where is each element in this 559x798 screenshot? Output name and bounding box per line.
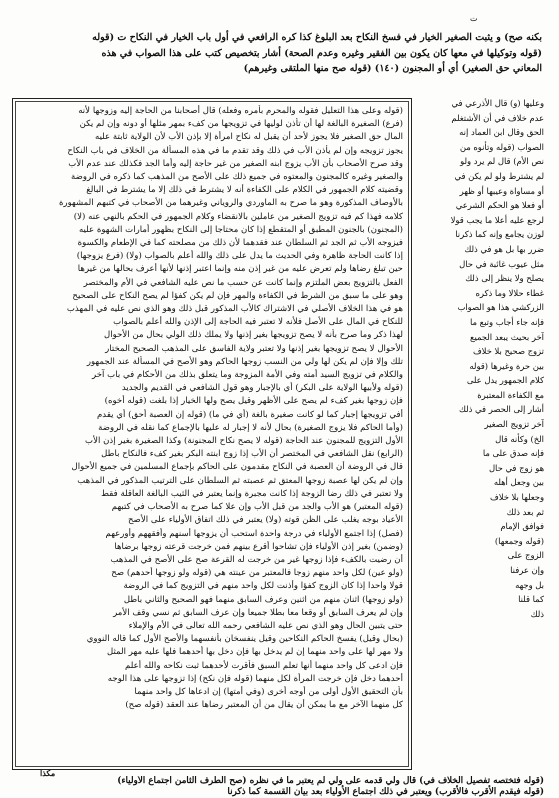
text-line: أحدهما دخل فإن خرجت المرأة لكل منهما (قوله فإن نكح) إذا تزوجها على هذا الوجه: [107, 673, 403, 684]
text-line: وعليها (و) قال الأذرعي في: [451, 98, 544, 108]
text-line: أن رضيت بالكفء فإذا زوجها غير من خرجت له القرعة صح على الأصح في المذهب: [110, 554, 403, 565]
text-line: وقد صرح الأصحاب بأن الأب يزوج ابنه الصغير من غير حاجة إليه وأما الجد فكذلك عند عدم الأب: [68, 158, 403, 169]
text-line: والصغير وغيره كالمجنون والمعتوه في جميع ذلك على الأصح من المذهب كما ذكره في الروضة: [71, 172, 403, 183]
text-line: فإن ادعى كل واحد منهما أنها تعلم السبق فأقرت لأحدهما ثبت نكاحه والله أعلم: [125, 660, 403, 671]
text-line: ثم بعد ذلك: [506, 506, 544, 517]
main-text-body: [21, 105, 403, 765]
header-line: (قوله وتوكيلها في معها كان يكون بين الفقير وغيره وعدم الصحة) أشار بتخصيص كتب على هذا الصواب في هذه: [101, 47, 542, 59]
text-line: آخر بحيث يبعد الجميع: [469, 331, 544, 342]
text-line: (قوله وعلى هذا التعليل فقوله والمحرم بأمره وفعله) قال أصحابنا من الحاجة إليه وزوجها لأنه: [78, 106, 403, 116]
text-line: فإنه صدق على ما: [482, 448, 544, 459]
text-line: قال في الروضة أن العصبة في النكاح مقدمون على الحاكم بإجماع المسلمين في جميع الأحوال: [71, 462, 403, 473]
text-line: الفعل بالتزويج بعض الملتزم وإنما كانت عن حسب ما نص عليه الشافعي في الأم والمختصر: [83, 277, 403, 288]
text-line: الخ) وكأنه قال: [495, 433, 544, 444]
text-line: ذلك: [530, 608, 544, 619]
text-line: وقضيته كلام الجمهور في الكلام على الكفاءة أنه لا يشترط في ذلك إلا ما يشترط في البالغ: [86, 185, 403, 196]
text-line: ولا مهر لها على واحد منهما إن لم يدخل بها فإن دخل بها أحدهما فلها عليه مهر المثل: [106, 647, 403, 658]
text-line: (بحال وقيل) يفسخ الحاكم النكاحين وقيل ينفسخان بأنفسهما والأصح الأول كما قاله النووي: [86, 634, 403, 645]
text-line: وإن عرفنا: [510, 565, 544, 575]
text-line: وإن لم يكن لها عصبة زوجها المعتق ثم عصبته ثم السلطان على الترتيب المذكور في المذهب: [77, 475, 403, 486]
text-line: (فرع) الصغيرة البالغة لها أن تأذن لوليها في تزويجها من كفء بمهر مثلها أو دونه وإن لم يكن: [79, 119, 403, 130]
margin-commentary: [416, 96, 544, 656]
text-line: أفي تزويجها إجبار كما لو كانت صغيرة بالغة (أي في ما) (قوله إن العصبة أحق) أي يقدم: [96, 409, 403, 420]
text-line: الأحوال لا يصح تزويجها بغير إذنها ولا تعتبر ولاية الفاسق على المذهب الصحيح المختار: [105, 343, 403, 354]
text-line: عدم خلاف في أن الأشتغلم: [451, 112, 544, 123]
text-line: الزوج على: [507, 550, 544, 561]
text-line: الصواب (قوله وتأنوه من: [459, 141, 544, 152]
text-line: بالأوصاف المذكورة وهو ما صرح به الماوردي والروياني وغيرهما من الأصحاب في كتبهم المشهورة: [58, 198, 403, 209]
text-line: أو فعلا هو الحكم الشرعي: [455, 200, 544, 211]
text-line: غطاء حلالا وما ذكره: [475, 287, 544, 298]
text-line: بين حرة وغيرها (قوله: [469, 360, 544, 371]
header-line: المعاني حق الصغير) أي أو المجنون (١٤٠) (قوله صح منها الملتقى وغيرهم): [243, 63, 542, 74]
text-line: للنكاح في المال على الأصل فلأنه لا تعتبر فيه الحاجة إلى الإذن والله أعلم بالصواب: [113, 317, 403, 328]
text-line: (قوله ولأبيها الولاية على البكر) أي بالإجبار وهو قول الشافعي في القديم والجديد: [121, 383, 403, 394]
text-line: يجوز تزويجه وإن لم يأذن الأب في ذلك وقد تقدم ما في هذه المسألة من الخلاف في باب النكاح: [67, 145, 403, 156]
text-line: ولا تعتبر في ذلك رضا الزوجة إذا كانت مجبرة وإنما يعتبر في الثيب البالغة العاقلة فقط: [101, 488, 403, 499]
text-line: أشار إلى الحصر في ذلك: [459, 404, 544, 415]
text-line: فيزوجه الأب ثم الجد ثم السلطان عند فقدهما لأن ذلك من مصلحته كما في الإطعام والكسوة: [77, 238, 403, 249]
text-line: (وأما الحاكم فلا يزوج الصغيرة) بحال لأنه لا إجبار له عليها بالإجماع كما نقله في الروضة: [98, 422, 403, 433]
page-mark: ت: [470, 14, 478, 23]
text-line: حتى يتبين الحال وهو الذي نص عليه الشافعي رحمه الله تعالى في الأم والإملاء: [128, 620, 403, 631]
text-line: (ولو زوجها) اثنان منهم من اثنين وعرف السابق منهما فهو الصحيح والثاني باطل: [123, 594, 403, 605]
text-line: لرجع عليه أعلا ما يجب قولا: [450, 214, 544, 225]
text-line: الأول التزويج للمجنون عند الحاجة (قوله لا يصح نكاح المجنونة) وكذا الصغيرة بغير إذن الأب: [85, 436, 403, 447]
text-line: ضرر بها بل هو في ذلك: [464, 243, 544, 254]
footer-commentary: [14, 776, 544, 798]
text-line: الأعياد بوجه يغلب على الظن قوته (ولا) يعتبر في ذلك اتفاق الأولياء على الأصح: [128, 515, 403, 526]
text-line: يصلح ولا ينظر إلى ذلك: [465, 273, 544, 284]
text-line: هو في هذا الخلاف الأصلي في الاشتراك كالأب المذكور قبل ذلك وهو الذي نص عليه في المهذب: [66, 304, 403, 315]
text-line: (المجنون) بالجنون المطبق أو المتقطع إذا كان محتاجا إلى النكاح بظهور أمارات الشهوة عليه: [78, 224, 403, 235]
text-line: فإن زوجها بغير كفء لم يصح على الأظهر وقيل يصح ولها الخيار إذا بلغت (قوله أخوه): [104, 396, 403, 407]
text-line: الحق وقال ابن العماد إنه: [459, 127, 544, 138]
header-commentary: [12, 30, 542, 77]
text-line: وإن لم يعرف السابق أو وقعا معا بطلا جميعا وإن عرف السابق ثم نسي وقف الأمر: [113, 607, 403, 618]
text-line: فإنه جاء أجاب وتبع ما: [469, 316, 544, 327]
text-line: تزوج صحيح بلا خلاف: [472, 346, 544, 357]
text-line: مع الكفاءة المعتبرة: [477, 389, 544, 400]
text-line: هو زوج في حال: [488, 462, 544, 473]
text-line: لهذا ذكر وما صرح بأنه لا يصح تزويجها بغير إذنها ولا يملك ذلك الولي بحال من الأحوال: [104, 330, 403, 341]
text-line: نص الأم) قال لم يرد ولو: [460, 156, 544, 167]
text-line: (وضمن) بغير إذن الأولياء فإن تشاحوا أقرع بينهم فمن خرجت قرعته زوجها برضاها: [114, 541, 403, 552]
text-line: حين تبلغ رضاها ولم تعرض عليه من غير إذن منه وإنما اعتبر إذنها لأنها أعرف بحالها من غيرها: [77, 264, 403, 275]
text-line: كما قلنا: [518, 594, 544, 605]
text-line: وهو على ما سبق من الشرط في الكفاءة والمهر فإن لم يكن كفؤا لم يصح النكاح على الصحيح: [72, 290, 403, 301]
text-line: آخر تزويج الصغير: [484, 419, 544, 430]
catchword: مكذا: [40, 768, 56, 778]
text-line: (ولو عين) لكل واحد منهم زوجا فالمعتبر من عينته هي (قوله ولو زوجها أحدهم) صح: [111, 568, 403, 579]
text-line: كلام الجمهور يدل على: [466, 375, 544, 386]
text-line: بل وجهه: [515, 579, 544, 590]
text-line: قولا واحدا إذا كان الزوج كفؤا وأذنت لكل واحد منهم في التزويج كما في الروضة: [123, 581, 403, 592]
text-line: الزركشي هذا هو الصواب: [457, 302, 544, 313]
text-line: بين وجعل أهله: [493, 477, 544, 488]
main-text-frame: [12, 98, 412, 770]
footer-line: (قوله فيقدم الأقرب فالأقرب) ويعتبر في ذلك اجتماع الأولياء بعد بيان القسمة كما ذكرنا: [227, 787, 544, 797]
text-line: (قوله وجمعها): [494, 535, 544, 546]
text-line: مثل عيوب غائبة في حال: [459, 258, 544, 269]
text-line: لوزن يجامع وإنه كما ذكرنا: [455, 229, 544, 240]
text-line: فوافق الإمام: [500, 521, 544, 532]
text-line: وجعلها بلا خلاف: [490, 492, 544, 503]
text-line: (فصل) إذا اجتمع الأولياء في درجة واحدة استحب أن يزوجها أسنهم وأفقههم وأورعهم: [105, 528, 403, 539]
text-line: (الرابع) نقل الشافعي في المختصر أن الأب إذا زوج ابنته البكر بغير كفء فالنكاح باطل: [101, 449, 403, 460]
text-line: والكلام في تزويج السيد أمته وفي الأمة المزوجة وما يتعلق بذلك من الأحكام في باب آخر: [91, 370, 403, 381]
text-line: أو مساواة وعيبها أو ظهر: [459, 185, 544, 196]
text-line: كلامه فهذا كم فيه تزويج الصغير من عاملين بالانقضاء وكلام الجمهور في الحكم بالنهي عنه (لا): [73, 211, 403, 222]
text-line: (قوله المعتبر) هو الأب والجد من قبل الأب وإن علا كما صرح به الأصحاب في كتبهم: [111, 502, 403, 513]
text-line: لم يشترط ولو لم يكن في: [454, 170, 544, 181]
text-line: كل منهما الآخر مع ما يمكن أن يقال من أن المعتبر رضاها عند العقد (قوله صح): [125, 700, 403, 711]
text-line: بأن التحقيق الأول أولى من أوجه أخرى (وفي أمتها) إن ادعاها كل واحد منهما: [134, 686, 403, 697]
text-line: المال حق الصغير فلا يجوز لأحد أن يقبل له نكاح امرأة إلا بإذن الأب لأن الولاية ثابتة عليه: [94, 132, 403, 143]
text-line: إذا كانت الحاجة ظاهرة وفي الحديث ما يدل على ذلك والله أعلم بالصواب (ولا) (فرع يزوجها): [76, 251, 403, 262]
header-line: بكنه صح) و يثبت الصغير الخيار في فسخ النكاح بعد البلوغ كذا كره الرافعي في أول باب الخيار في النكاح ت (قوله: [92, 32, 542, 43]
footer-line: (قوله فتختصه تفصيل الخلاف في) قال ولي قدمه على ولي لم يعتبر ما في نظره (صح الطرف الثامن اجتماع الأولياء): [117, 776, 544, 786]
text-line: تلك وإلا فإن لم يكن لها ولي من النسب زوجها الحاكم وهو الأصح في المسألة عند الجمهور: [86, 356, 403, 367]
